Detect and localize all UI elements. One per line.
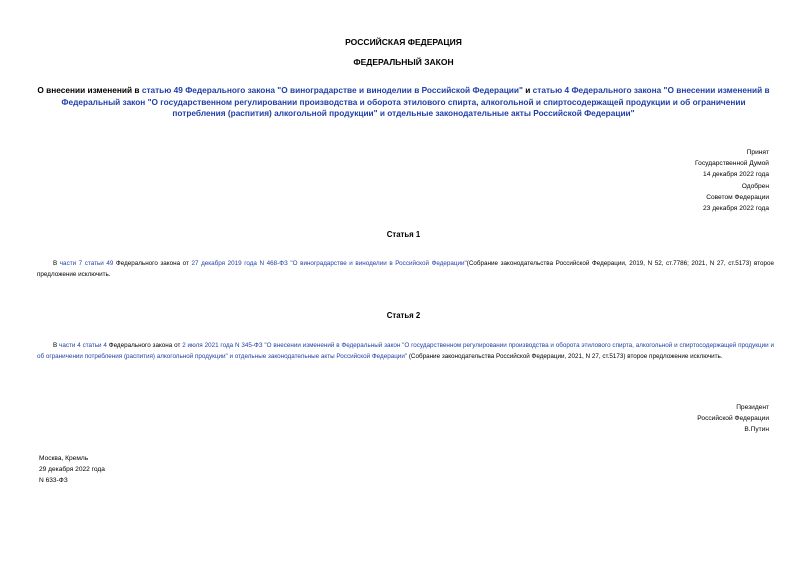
approved-label: Одобрен [741, 182, 769, 190]
signature-block [569, 402, 769, 436]
article-1-text [37, 258, 774, 280]
title-text-1: О внесении изменений в [37, 85, 142, 95]
article-2-link-law[interactable]: 2 июля 2021 года N 345-ФЗ "О внесении изменений в Федеральный закон "О государственном регулировании производства и оборота этилового спирта, алкогольной и спиртосодержащей продукции и об ограничении потребления (распития) алкогольной продукции" и отдельные законодательные акты Российской Федерации" [37, 342, 775, 361]
signing-date: 29 декабря 2022 года [39, 466, 105, 474]
country-heading: РОССИЙСКАЯ ФЕДЕРАЦИЯ [345, 37, 462, 47]
article-1-link-part[interactable]: части 7 статьи 49 [59, 260, 114, 267]
law-title [35, 85, 772, 120]
title-text-2: и [522, 85, 533, 95]
law-number: N 633-ФЗ [39, 477, 68, 485]
adoption-block [569, 147, 769, 214]
article-1-prefix: В [53, 260, 60, 267]
adopted-label: Принят [746, 149, 769, 156]
article-1-link-law[interactable]: 27 декабря 2019 года N 468-ФЗ "О виноградарстве и виноделии в Российской Федерации" [191, 260, 467, 267]
place-date-block [39, 453, 239, 487]
signer-country: Российской Федерации [697, 415, 769, 423]
article-1-mid: Федерального закона от [113, 260, 192, 267]
approved-by: Советом Федерации [706, 193, 769, 201]
approved-date: 23 декабря 2022 года [703, 205, 769, 213]
signer-position: Президент [736, 404, 769, 411]
adopted-by: Государственной Думой [695, 160, 769, 168]
article-2-heading: Статья 2 [386, 311, 421, 320]
article-2-link-part[interactable]: части 4 статьи 4 [59, 342, 107, 349]
article-2-suffix: (Собрание законодательства Российской Федерации, 2021, N 27, ст.5173) второе предложение исключить. [407, 353, 723, 361]
article-2-prefix: В [53, 342, 60, 349]
signing-place: Москва, Кремль [39, 455, 89, 462]
title-link-article-49[interactable]: статью 49 Федерального закона "О виноградарстве и виноделии в Российской Федерации" [141, 85, 523, 95]
title-link-article-4[interactable]: статью 4 Федерального закона "О внесении изменений в Федеральный закон "О государственном регулировании производства и оборота этилового спирта, алкогольной и спиртосодержащей продукции и об ограничении потребления (распития) алкогольной продукции" и отдельные законодательные акты Российской Федерации" [61, 85, 770, 118]
article-2-text [37, 340, 774, 362]
law-type-heading: ФЕДЕРАЛЬНЫЙ ЗАКОН [353, 57, 454, 67]
article-1-heading: Статья 1 [386, 230, 421, 239]
signer-name: В.Путин [744, 426, 769, 434]
article-2-mid: Федерального закона от [106, 342, 183, 349]
adopted-date: 14 декабря 2022 года [703, 171, 769, 179]
article-1-suffix: (Собрание законодательства Российской Федерации, 2019, N 52, ст.7786; 2021, N 27, ст.5173) второе предложение исключить. [37, 260, 774, 279]
